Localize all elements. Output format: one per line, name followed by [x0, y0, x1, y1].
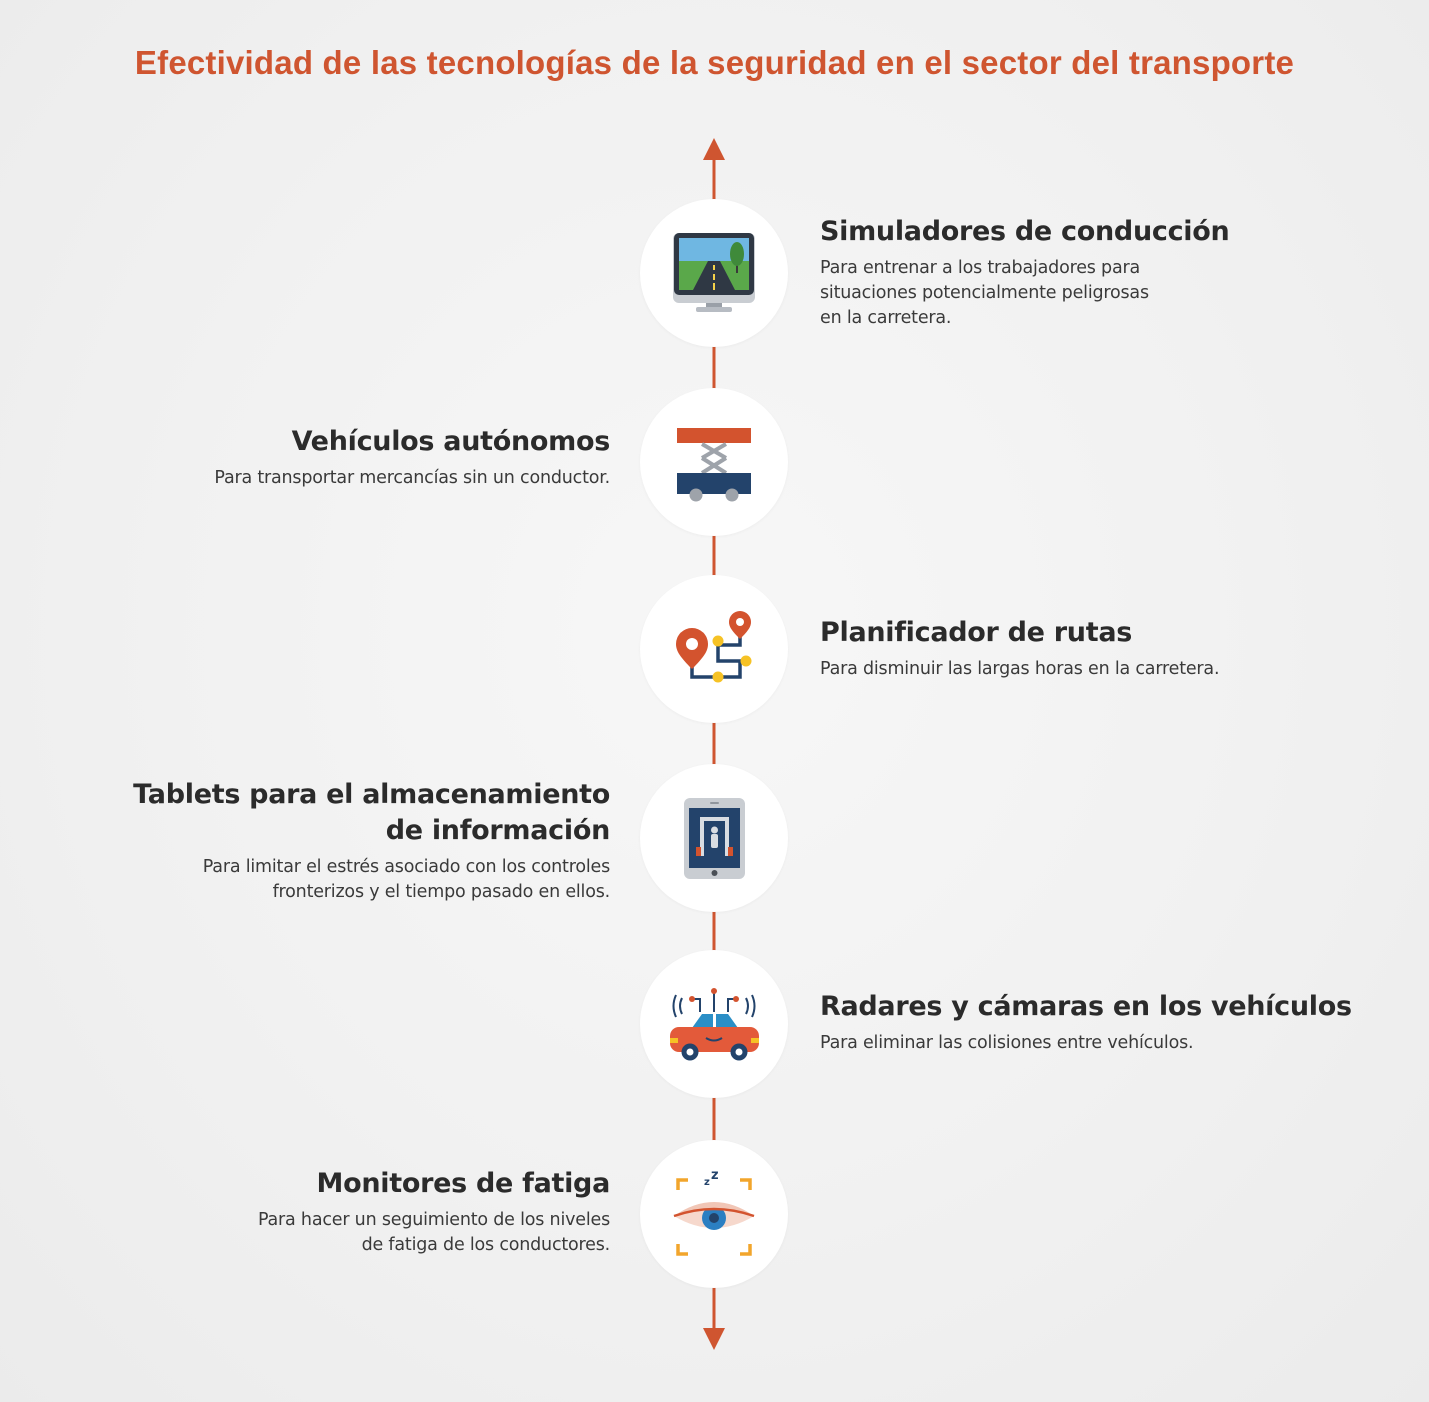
- item-description: Para limitar el estrés asociado con los controles fronterizos y el tiempo pasado en ellos.: [202, 857, 610, 902]
- item-description: Para hacer un seguimiento de los niveles de fatiga de los conductores.: [257, 1210, 610, 1255]
- eye-fatigue-icon: [640, 1140, 788, 1288]
- item-description: Para entrenar a los trabajadores para situaciones potencialmente peligrosas en la carretera.: [820, 258, 1149, 328]
- timeline-item: [820, 989, 1352, 1056]
- timeline-item: [258, 1166, 610, 1258]
- arrow-down-icon: [703, 1328, 725, 1350]
- page-title: Efectividad de las tecnologías de la seguridad en el sector del transporte: [134, 44, 1295, 81]
- item-heading: Radares y cámaras en los vehículos: [820, 991, 1352, 1022]
- radar-car-icon: [640, 950, 788, 1098]
- timeline-node: [640, 1140, 788, 1288]
- svg-text:z: z: [704, 1177, 710, 1188]
- timeline-item: [133, 777, 610, 905]
- item-description: Para disminuir las largas horas en la carretera.: [820, 659, 1220, 679]
- svg-text:z: z: [711, 1168, 719, 1183]
- timeline-node: [640, 764, 788, 912]
- item-heading: Monitores de fatiga: [316, 1168, 610, 1199]
- timeline-node: [640, 388, 788, 536]
- timeline-item: [214, 424, 610, 491]
- arrow-up-icon: [703, 138, 725, 160]
- timeline-node: [640, 950, 788, 1098]
- timeline-node: [640, 199, 788, 347]
- item-heading: Vehículos autónomos: [291, 426, 610, 457]
- timeline-item: [820, 615, 1219, 682]
- timeline-node: [640, 575, 788, 723]
- timeline-item: [820, 214, 1229, 331]
- item-heading: Tablets para el almacenamiento de información: [133, 779, 610, 846]
- monitor-road-icon: [640, 199, 788, 347]
- item-description: Para transportar mercancías sin un conductor.: [214, 468, 610, 488]
- item-heading: Simuladores de conducción: [820, 216, 1230, 247]
- autonomous-lift-vehicle-icon: [640, 388, 788, 536]
- tablet-scanner-icon: [640, 764, 788, 912]
- item-description: Para eliminar las colisiones entre vehículos.: [820, 1033, 1194, 1053]
- item-heading: Planificador de rutas: [820, 617, 1133, 648]
- route-map-pins-icon: [640, 575, 788, 723]
